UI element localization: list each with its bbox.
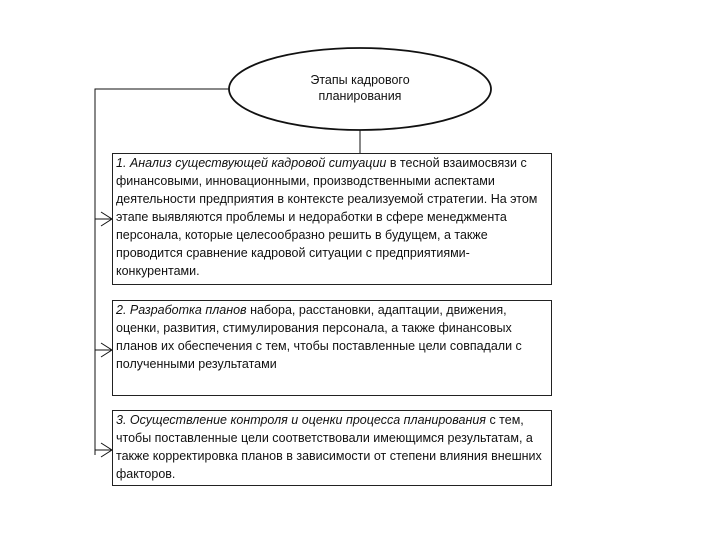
stage-2-text: набора, расстановки, адаптации, движения, оценки, развития, стимулирования персонала, а также финансовых планов их обеспечения с тем, чтобы поставленные цели совпадали с полученными результатами — [116, 303, 522, 371]
stage-box-1 — [112, 153, 552, 285]
arrow-box-1 — [95, 212, 112, 226]
stage-3-heading: 3. Осуществление контроля и оценки процесса планирования — [116, 413, 486, 427]
stage-2-heading: 2. Разработка планов — [116, 303, 247, 317]
arrow-box-2 — [95, 343, 112, 357]
stage-1-text: в тесной взаимосвязи с финансовыми, инновационными, производственными аспектами деятельности предприятия в контексте реализуемой стратегии. На этом этапе выявляются проблемы и недоработки в сфере менеджмента персонала, которые целесообразно решить в будущем, а также проводится сравнение кадровой ситуации с предприятиями-конкурентами. — [116, 156, 538, 278]
stage-1-heading: 1. Анализ существующей кадровой ситуации — [116, 156, 387, 170]
arrow-box-3 — [95, 443, 112, 457]
diagram-title-line-2: планирования — [318, 89, 402, 103]
stage-3-text: с тем, чтобы поставленные цели соответствовали имеющимся результатам, а также корректировка планов в зависимости от степени влияния внешних факторов. — [116, 413, 542, 481]
diagram-title — [262, 72, 458, 104]
stage-box-2 — [112, 300, 552, 396]
stage-box-3 — [112, 410, 552, 486]
diagram-title-line-1: Этапы кадрового — [310, 73, 410, 87]
